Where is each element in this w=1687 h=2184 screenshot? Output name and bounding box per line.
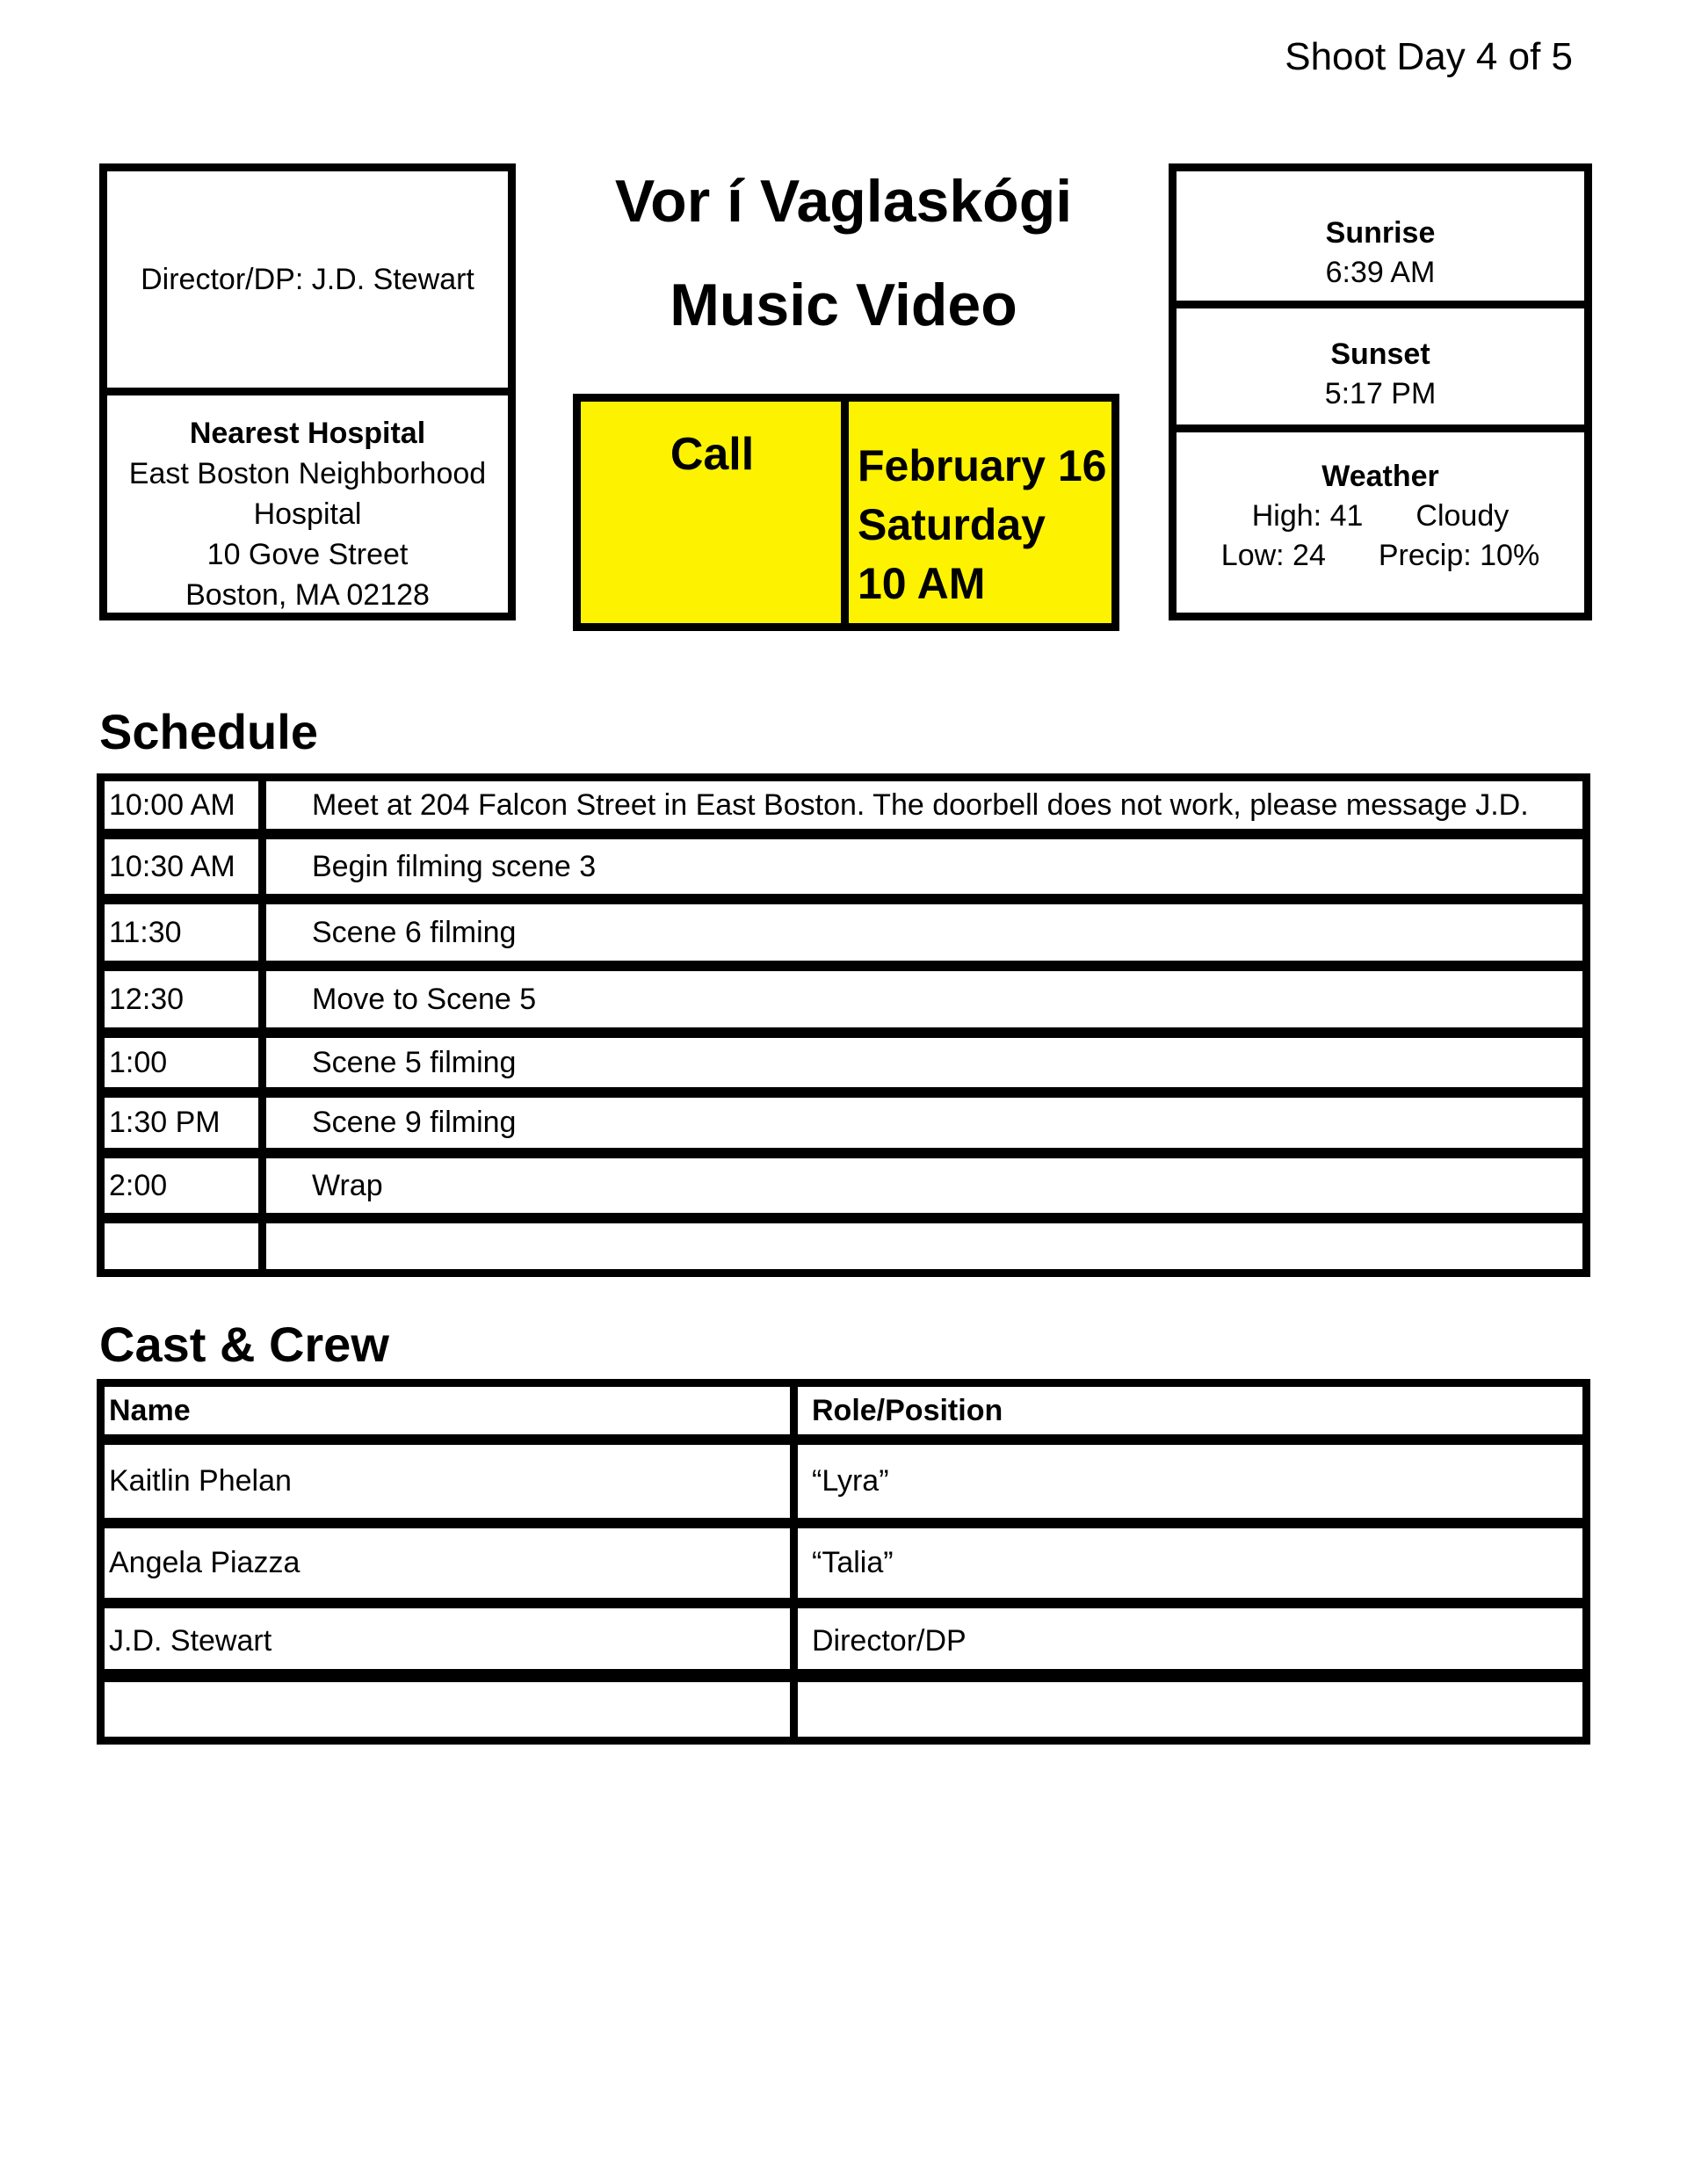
cast-name: J.D. Stewart — [105, 1608, 798, 1674]
hospital-line: East Boston Neighborhood — [128, 457, 487, 490]
call-label-box — [573, 394, 851, 631]
cast-role — [794, 1677, 1582, 1737]
schedule-time: 2:00 — [105, 1158, 266, 1213]
schedule-row — [97, 1215, 1590, 1277]
schedule-row — [97, 896, 1590, 969]
sunset-label: Sunset — [1330, 337, 1430, 371]
weather-condition: Cloudy — [1415, 499, 1510, 533]
cast-header-row — [97, 1379, 1590, 1442]
cast-name: Angela Piazza — [105, 1528, 798, 1598]
call-details-box — [841, 394, 1119, 631]
schedule-row — [97, 1030, 1590, 1095]
hospital-box — [99, 388, 516, 620]
schedule-row — [97, 1150, 1590, 1221]
schedule-row — [97, 1090, 1590, 1156]
page-title — [545, 149, 1142, 357]
weather-box — [1169, 424, 1592, 620]
schedule-row — [97, 773, 1590, 837]
schedule-time — [105, 1223, 266, 1269]
cast-name — [105, 1677, 798, 1737]
hospital-line: Boston, MA 02128 — [185, 578, 430, 612]
name-column-header: Name — [105, 1387, 798, 1434]
weather-precip: Precip: 10% — [1378, 539, 1540, 572]
sunrise-box — [1169, 163, 1592, 308]
director-box — [99, 163, 516, 395]
schedule-time: 1:30 PM — [105, 1098, 266, 1148]
call-time: 10 AM — [858, 559, 986, 608]
cast-row — [97, 1437, 1590, 1526]
weather-label: Weather — [1321, 460, 1439, 493]
cast-name: Kaitlin Phelan — [105, 1445, 798, 1518]
weather-low: Low: 24 — [1220, 539, 1326, 572]
call-day: Saturday — [858, 500, 1046, 549]
cast-role: “Lyra” — [812, 1464, 889, 1498]
cast-row — [97, 1520, 1590, 1606]
cast-role: “Talia” — [812, 1546, 894, 1579]
cast-row — [97, 1669, 1590, 1745]
schedule-activity: Wrap — [312, 1168, 383, 1202]
schedule-time: 11:30 — [105, 904, 266, 961]
weather-high: High: 41 — [1251, 499, 1364, 533]
schedule-activity: Begin filming scene 3 — [312, 849, 597, 883]
hospital-heading: Nearest Hospital — [189, 417, 426, 450]
call-label: Call — [670, 429, 755, 480]
sunset-value: 5:17 PM — [1324, 377, 1437, 410]
shoot-day-label: Shoot Day 4 of 5 — [1285, 35, 1573, 78]
schedule-row — [97, 963, 1590, 1035]
schedule-activity: Move to Scene 5 — [312, 982, 537, 1016]
schedule-row — [97, 831, 1590, 902]
sunset-box — [1169, 301, 1592, 432]
call-date: February 16 — [858, 441, 1107, 490]
sunrise-value: 6:39 AM — [1325, 256, 1436, 289]
schedule-activity: Scene 5 filming — [312, 1045, 517, 1079]
weather-row-high — [1177, 497, 1584, 536]
schedule-time: 12:30 — [105, 971, 266, 1027]
director-text: Director/DP: J.D. Stewart — [141, 262, 474, 296]
schedule-heading: Schedule — [99, 704, 318, 759]
cast-crew-heading: Cast & Crew — [99, 1317, 389, 1372]
weather-row-low — [1177, 536, 1584, 576]
schedule-time: 10:30 AM — [105, 839, 266, 894]
hospital-line: Hospital — [253, 497, 362, 531]
schedule-time: 1:00 — [105, 1038, 266, 1087]
schedule-activity: Scene 6 filming — [312, 915, 517, 949]
hospital-line: 10 Gove Street — [206, 538, 409, 571]
schedule-activity — [263, 1223, 1582, 1269]
title-line-1: Vor í Vaglaskógi — [614, 168, 1073, 235]
cast-role: Director/DP — [812, 1624, 967, 1658]
title-line-2: Music Video — [670, 272, 1017, 338]
sunrise-label: Sunrise — [1325, 216, 1436, 250]
role-column-header: Role/Position — [812, 1393, 1003, 1427]
schedule-time: 10:00 AM — [105, 781, 266, 829]
schedule-activity: Meet at 204 Falcon Street in East Boston. The doorbell does not work, please message J.D. — [312, 787, 1529, 822]
schedule-activity: Scene 9 filming — [312, 1106, 517, 1139]
